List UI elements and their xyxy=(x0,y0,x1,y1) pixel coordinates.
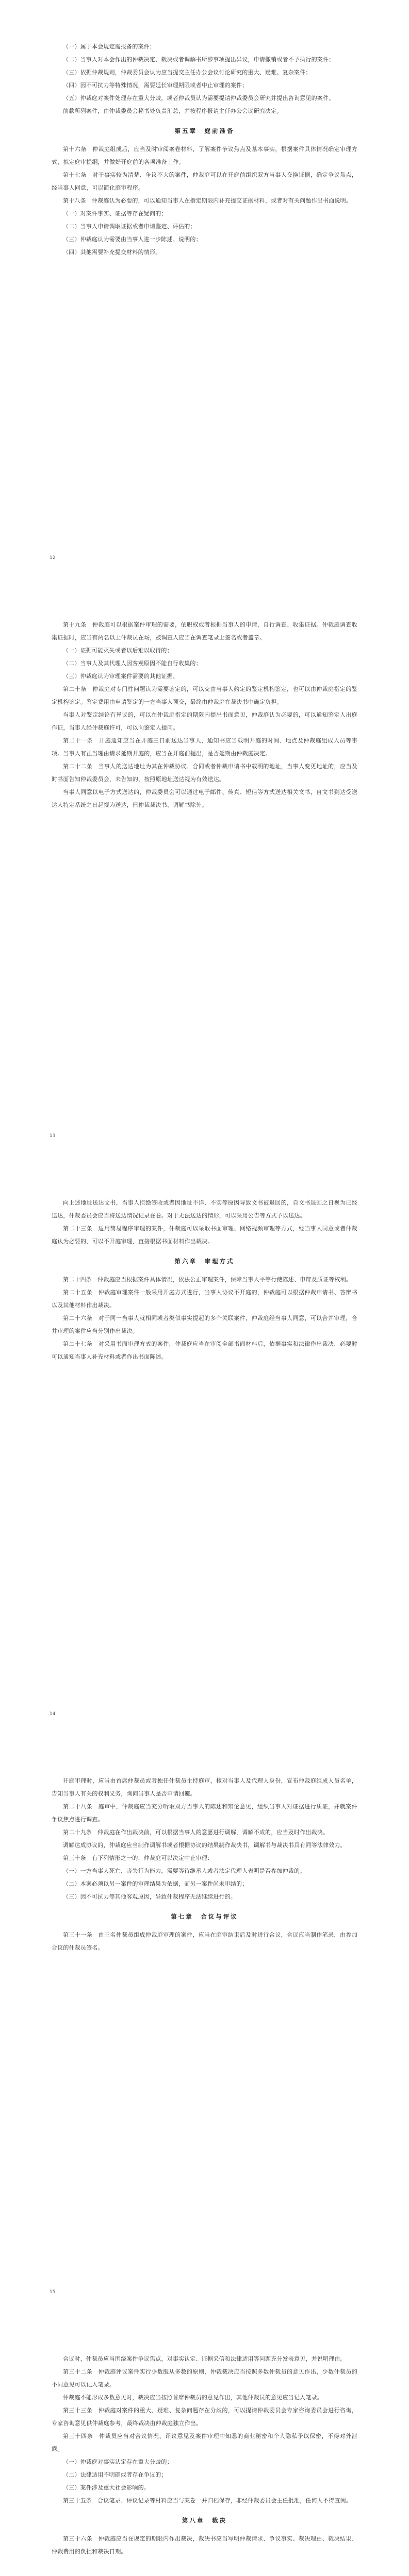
body-paragraph: 开庭审理时，应当由首席仲裁员或者独任仲裁员主持庭审，核对当事人及代理人身份，宣布仲裁庭组成人员名单，告知当事人有关的权利义务，询问当事人是否申请回避。 xyxy=(52,1777,357,1797)
page-content xyxy=(52,2352,357,2558)
body-paragraph: （三）仲裁庭认为审理案件需要的其他证据。 xyxy=(63,673,178,680)
body-paragraph: 第十六条 仲裁庭组成后，应当及时审阅案卷材料，了解案件争议焦点及基本事实，根据案件具体情况确定审理方式，拟定庭审提纲，并做好开庭前的各项准备工作。 xyxy=(52,146,357,165)
body-paragraph: 第二十三条 适用简易程序审理的案件，仲裁庭可以采取书面审理、网络视频审理等方式，经当事人同意或者仲裁庭认为必要的，可以不开庭审理，直接根据书面材料作出裁决。 xyxy=(52,1225,357,1245)
body-paragraph: 向上述地址送达文书，当事人拒绝签收或者因地址不详、不实等原因导致文书被退回的，自文书退回之日视为已经送达，仲裁委员会应当将送达情况记录在卷。对于无法送达的情形，可以采用公告等方式予以送达。 xyxy=(52,1199,357,1219)
body-paragraph: 当事人同意以电子方式送达的，仲裁委员会可以通过电子邮件、传真、短信等方式送达相关文书，自文书到达受送达人特定系统之日起视为送达，但仲裁裁决书、调解书除外。 xyxy=(52,789,357,808)
body-paragraph: 第十八条 仲裁庭认为必要的，可以通知当事人在指定期限内补充提交证据材料，或者对有关问题作出书面说明。 xyxy=(63,197,352,204)
chapter-heading: 第五章 庭前准备 xyxy=(174,127,235,134)
body-paragraph: （三）案件涉及重大社会影响的。 xyxy=(63,2484,150,2491)
document-page-2 xyxy=(0,578,409,1156)
body-paragraph: （二）本案必须以另一案件的审理结果为依据，而另一案件尚未审结的； xyxy=(63,1880,248,1887)
body-paragraph: （三）因不可抗力等其他客观原因，导致仲裁程序无法继续进行的。 xyxy=(63,1893,236,1900)
body-paragraph: （三）依据仲裁规则，仲裁委员会认为应当提交主任办公会议讨论研究的重大、疑难、复杂案件； xyxy=(63,69,312,76)
body-paragraph: 第二十条 仲裁庭对专门性问题认为需要鉴定的，可以交由当事人约定的鉴定机构鉴定，也可以由仲裁庭指定的鉴定机构鉴定。鉴定费用由申请鉴定的一方当事人预交，最终由仲裁庭在裁决书中确定负担。 xyxy=(52,686,357,705)
body-paragraph: 调解达成协议的，仲裁庭应当制作调解书或者根据协议的结果制作裁决书，调解书与裁决书具有同等法律效力。 xyxy=(63,1842,346,1849)
body-paragraph: 第二十六条 对于同一当事人就相同或者类似事实提起的多个关联案件，仲裁庭经当事人同意，可以合并审理，合并审理的案件应当分别作出裁决。 xyxy=(52,1315,357,1334)
body-paragraph: 合议时，仲裁员应当围绕案件争议焦点，对事实认定、证据采信和法律适用等问题充分发表意见，并说明理由。 xyxy=(63,2355,346,2362)
chapter-heading: 第六章 审理方式 xyxy=(174,1258,235,1265)
body-paragraph: 第三十四条 仲裁员应当对合议情况、评议意见及案件审理中知悉的商业秘密和个人隐私予以保密，不得对外泄露。 xyxy=(52,2433,357,2452)
body-paragraph: （四）因不可抗力等特殊情况，需要延长审理期限或者中止审理的案件； xyxy=(63,82,248,89)
body-paragraph: 第十九条 仲裁庭可以根据案件审理的需要，依职权或者根据当事人的申请，自行调查、收集证据。仲裁庭调查收集证据时，应当有两名以上仲裁员在场，被调查人应当在调查笔录上签名或者盖章。 xyxy=(52,621,357,641)
body-paragraph: 第三十三条 仲裁庭对案件的重大、疑难、复杂问题存在分歧的，可以提请仲裁委员会专家咨询委员会进行咨询，专家咨询意见供仲裁庭参考，最终裁决由仲裁庭独立作出。 xyxy=(52,2407,357,2427)
body-paragraph: 第三十五条 合议笔录、评议记录等材料应当与案卷一并归档保存，非经仲裁委员会主任批准，任何人不得查阅。 xyxy=(63,2497,352,2504)
body-paragraph: （一）证据可能灭失或者以后难以取得的； xyxy=(63,647,173,654)
body-paragraph: （一）仲裁庭对事实认定存在重大分歧的； xyxy=(63,2459,173,2465)
page-content xyxy=(52,40,357,259)
body-paragraph: （四）其他需要补充提交材料的情形。 xyxy=(63,249,161,256)
body-paragraph: 第二十九条 仲裁庭在作出裁决前，可以根据当事人的意愿进行调解，调解不成的，应当及时作出裁决。 xyxy=(63,1829,329,1836)
body-paragraph: （二）法律适用不明确或者存在争议的； xyxy=(63,2471,167,2478)
page-number: 15 xyxy=(50,2290,56,2295)
body-paragraph: 前款所列案件，由仲裁委员会秘书处负责汇总，并按程序报请主任办公会议研究决定。 xyxy=(63,108,283,114)
body-paragraph: （一）对案件事实、证据等存在疑问的； xyxy=(63,210,167,217)
page-content xyxy=(52,1196,357,1363)
document-page-3 xyxy=(0,1156,409,1734)
body-paragraph: （二）当事人及其代理人因客观原因不能自行收集的； xyxy=(63,660,202,667)
body-paragraph: 当事人对鉴定结论有异议的，可以在仲裁庭指定的期限内提出书面意见，仲裁庭认为必要的，可以通知鉴定人出庭作证，当事人经仲裁庭许可，可以向鉴定人提问。 xyxy=(52,711,357,731)
page-number: 14 xyxy=(50,1711,56,1717)
document-page-5 xyxy=(0,2312,409,2576)
body-paragraph: 仲裁庭不能形成多数意见时，裁决应当按照首席仲裁员的意见作出，其他仲裁员的意见应当记入笔录。 xyxy=(63,2394,323,2401)
body-paragraph: （二）当事人对本会作出的仲裁决定、裁决或者调解书所涉事项提出异议，申请撤销或者不予执行的案件； xyxy=(63,56,335,63)
chapter-heading: 第七章 合议与评议 xyxy=(171,1913,238,1920)
page-number: 13 xyxy=(50,1133,56,1139)
body-paragraph: 第二十四条 仲裁庭应当根据案件具体情况，依法公正审理案件，保障当事人平等行使陈述、申辩及质证等权利。 xyxy=(63,1276,352,1283)
body-paragraph: 第二十五条 仲裁庭审理案件一般采用开庭方式进行，当事人协议不开庭的，仲裁庭可以根据仲裁申请书、答辩书以及其他材料作出裁决。 xyxy=(52,1289,357,1309)
body-paragraph: 第三十六条 仲裁庭应当在规定的期限内作出裁决，裁决书应当写明仲裁请求、争议事实、裁决理由、裁决结果、仲裁费用的负担和裁决日期。 xyxy=(52,2535,357,2555)
page-number: 12 xyxy=(50,555,56,561)
page-content xyxy=(52,1774,357,1954)
body-paragraph: 第十七条 对于事实较为清楚、争议不大的案件，仲裁庭可以在开庭前组织双方当事人交换证据，确定争议焦点，经当事人同意，可以简化庭审程序。 xyxy=(52,172,357,191)
body-paragraph: 第三十二条 仲裁庭评议案件实行少数服从多数的原则，仲裁裁决应当按照多数仲裁员的意见作出，少数仲裁员的不同意见可以记入笔录。 xyxy=(52,2368,357,2388)
body-paragraph: （三）仲裁庭认为需要由当事人进一步陈述、说明的； xyxy=(63,236,202,243)
chapter-heading: 第八章 裁决 xyxy=(182,2517,227,2524)
body-paragraph: （五）仲裁庭对案件处理存在重大分歧，或者仲裁员认为需要提请仲裁委员会研究并提出咨询意见的案件。 xyxy=(63,95,335,101)
body-paragraph: 第二十一条 开庭通知应当在开庭三日前送达当事人，通知书应当载明开庭的时间、地点及仲裁庭组成人员等事项。当事人有正当理由请求延期开庭的，应当在开庭前提出，是否延期由仲裁庭决定。 xyxy=(52,737,357,757)
body-paragraph: 第二十二条 当事人的送达地址为其在仲裁协议、合同或者仲裁申请书中载明的地址，当事人变更地址的，应当及时书面告知仲裁委员会，未告知的，按照原地址送达视为有效送达。 xyxy=(52,763,357,783)
body-paragraph: 第二十七条 对采用书面审理方式的案件，仲裁庭应当在审阅全部书面材料后，依据事实和法律作出裁决，必要时可以通知当事人补充材料或者作出书面陈述。 xyxy=(52,1341,357,1360)
body-paragraph: 第三十条 有下列情形之一的，仲裁庭可以决定中止审理： xyxy=(63,1855,214,1861)
body-paragraph: 第三十一条 由三名仲裁员组成仲裁庭审理的案件，应当在庭审结束后及时进行合议，合议应当制作笔录，由参加合议的仲裁员签名。 xyxy=(52,1931,357,1951)
body-paragraph: 第二十八条 庭审中，仲裁庭应当充分听取双方当事人的陈述和辩论意见，组织当事人对证据进行质证，并就案件争议焦点进行调查。 xyxy=(52,1803,357,1823)
body-paragraph: （二）当事人申请调取证据或者申请鉴定、评估的； xyxy=(63,223,196,230)
page-content xyxy=(52,618,357,811)
body-paragraph: （一）一方当事人死亡、丧失行为能力，需要等待继承人或者法定代理人表明是否参加仲裁的； xyxy=(63,1868,306,1874)
document-page-4 xyxy=(0,1734,409,2312)
body-paragraph: （一）属于本会规定需报备的案件； xyxy=(63,43,156,50)
document-page-1 xyxy=(0,0,409,578)
